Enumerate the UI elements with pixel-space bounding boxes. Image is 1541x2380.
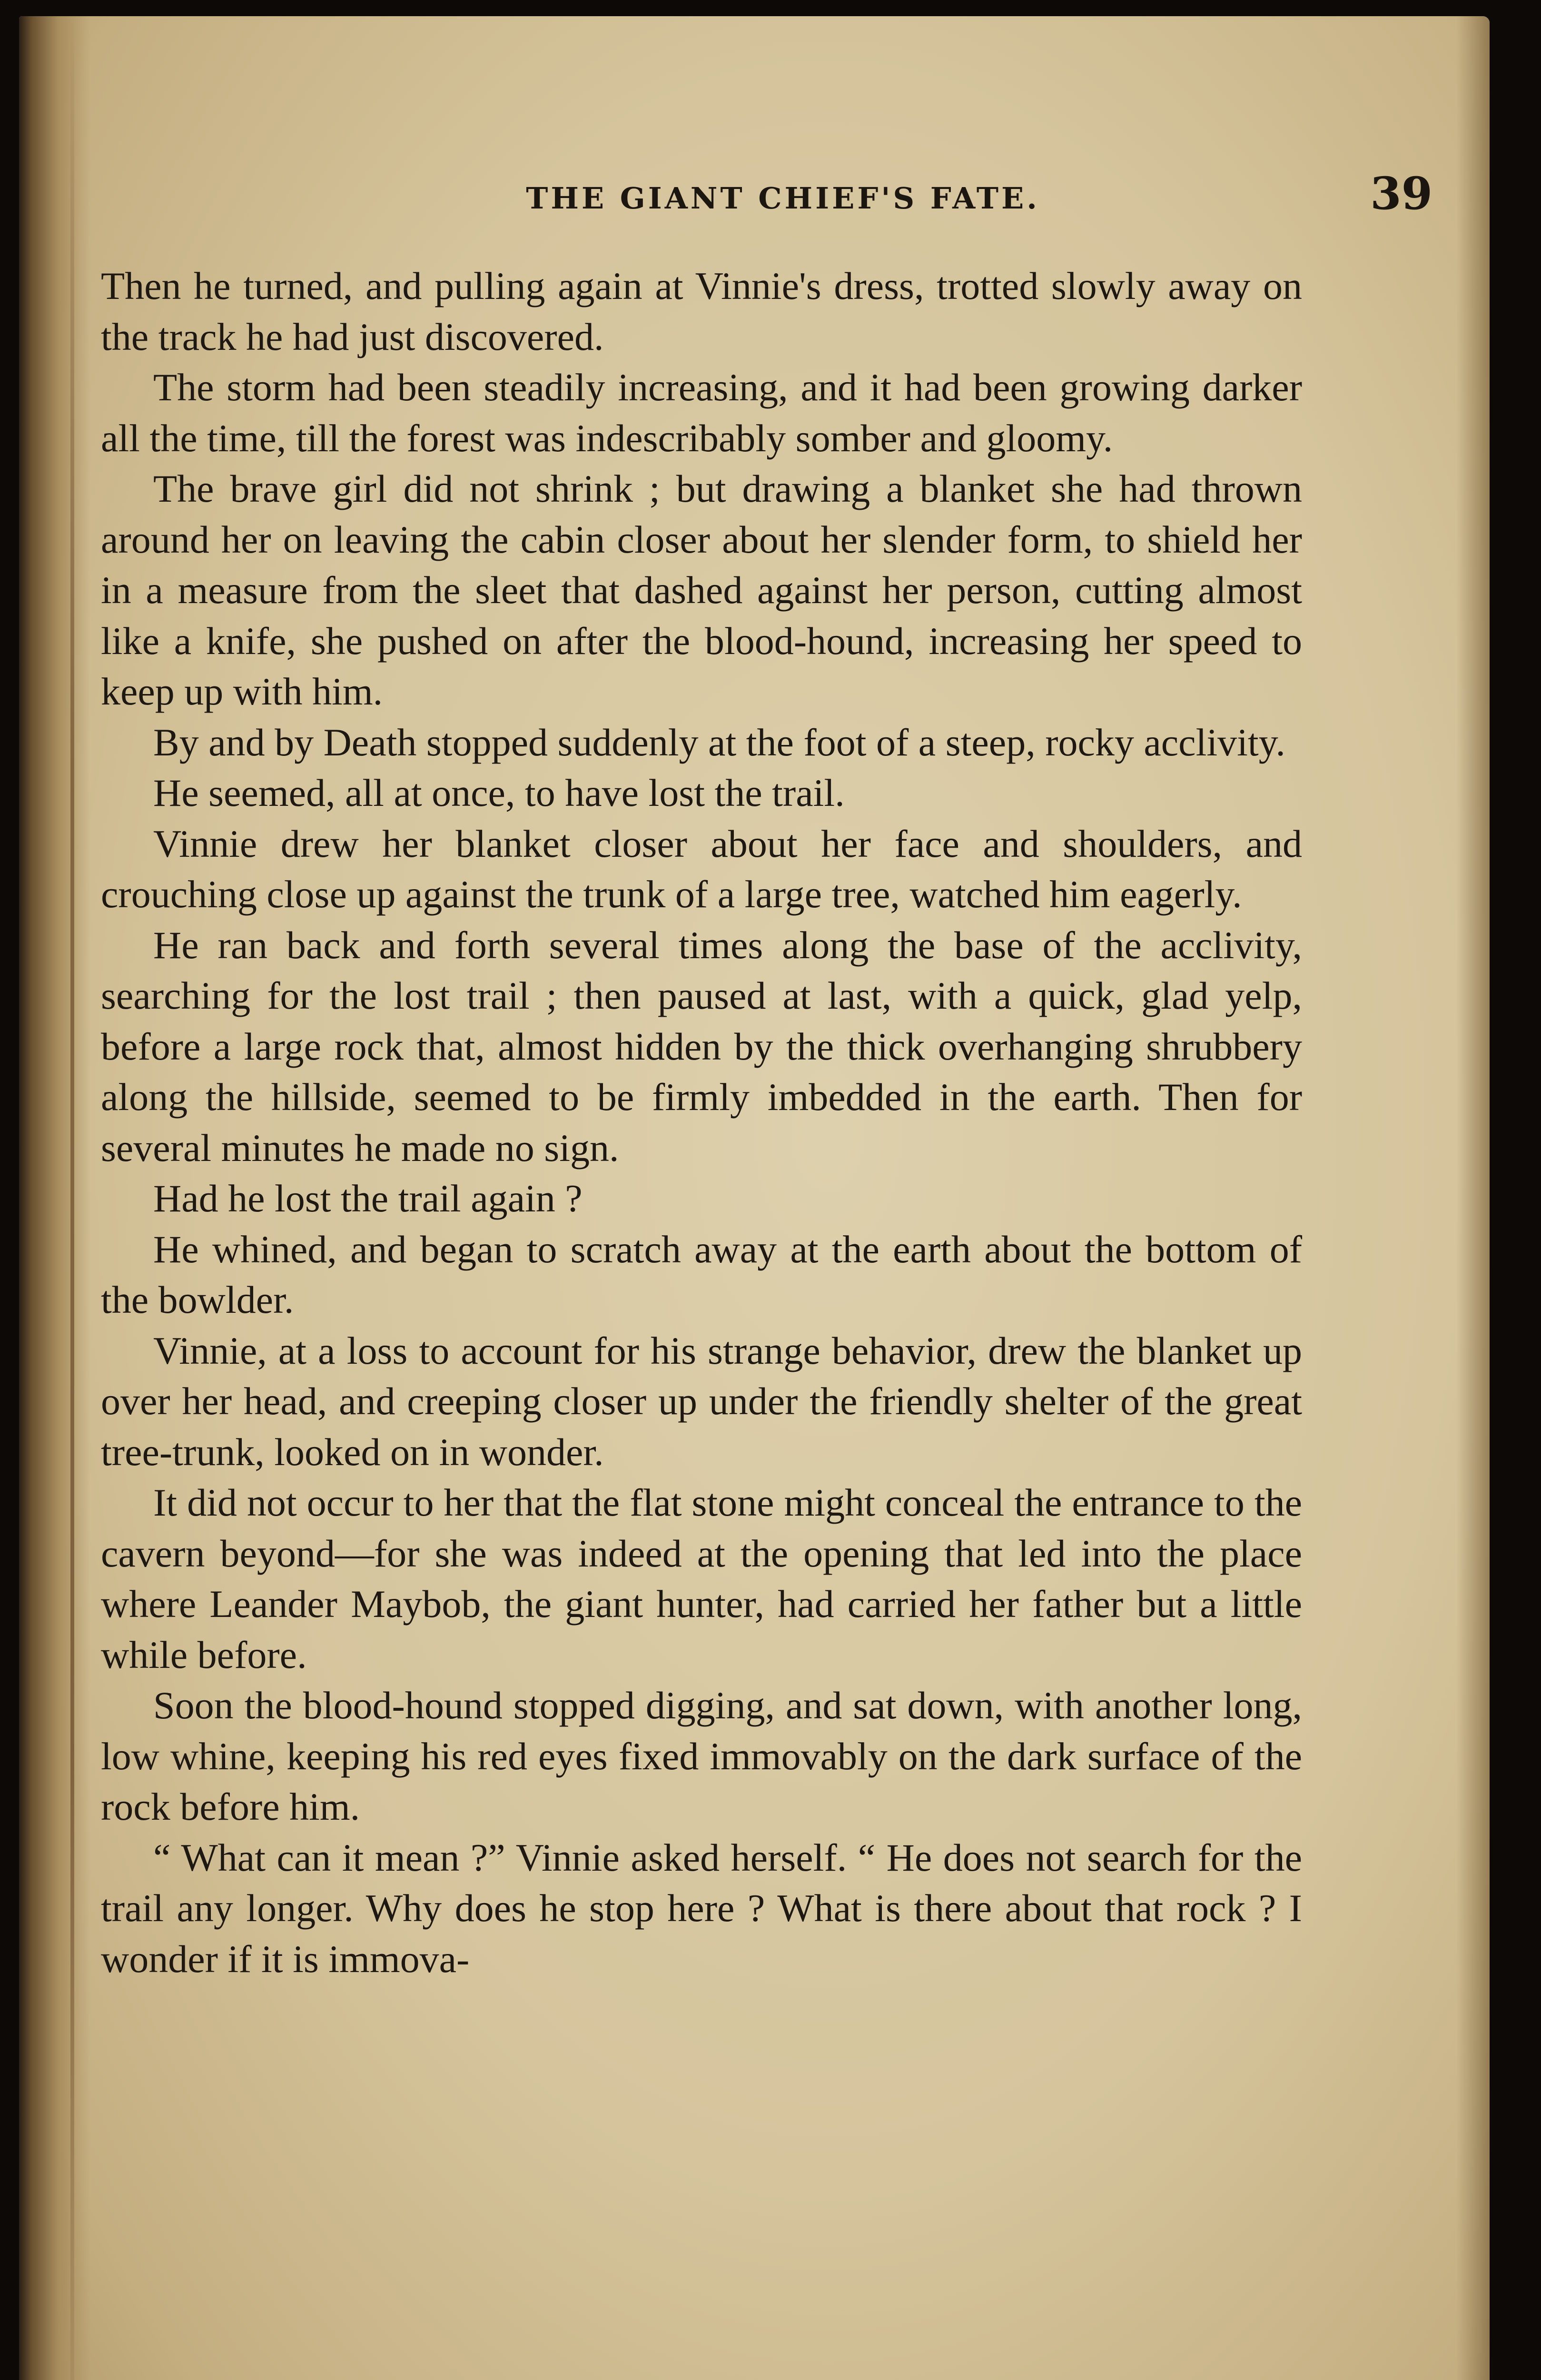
paragraph: The brave girl did not shrink ; but drawing a blanket she had thrown around her on leaving the cabin closer about her slender form, to shield her in a measure from the sleet that dashed against her person, cutting almost like a knife, she pushed on after the blood-hound, increasing her speed to keep up with him.	[101, 467, 1302, 713]
body-text	[101, 261, 1302, 1984]
paragraph: “ What can it mean ?” Vinnie asked herself. “ He does not search for the trail any longer. Why does he stop here ? What is there about that rock ? I wonder if it is immova-	[101, 1835, 1302, 1981]
paragraph: Vinnie, at a loss to account for his strange behavior, drew the blanket up over her head, and creeping closer up under the friendly shelter of the great tree-trunk, looked on in wonder.	[101, 1329, 1302, 1474]
book-page	[19, 16, 1490, 2380]
paragraph: Vinnie drew her blanket closer about her face and shoulders, and crouching close up against the trunk of a large tree, watched him eagerly.	[101, 822, 1302, 916]
spine-crease	[70, 16, 74, 2380]
paragraph: The storm had been steadily increasing, and it had been growing darker all the time, till the forest was indescribably somber and gloomy.	[101, 366, 1302, 460]
paragraph: He seemed, all at once, to have lost the trail.	[153, 771, 845, 814]
paragraph: Had he lost the trail again ?	[153, 1177, 583, 1220]
binding-gutter	[19, 16, 90, 2380]
page-edge-shadow	[1456, 16, 1490, 2380]
paragraph: He whined, and began to scratch away at the earth about the bottom of the bowlder.	[101, 1227, 1302, 1321]
paragraph: Then he turned, and pulling again at Vinnie's dress, trotted slowly away on the track he had just discovered.	[101, 264, 1302, 358]
page-number: 39	[1370, 168, 1432, 220]
page-header	[105, 168, 1432, 225]
paragraph: He ran back and forth several times along the base of the acclivity, searching for the lost trail ; then paused at last, with a quick, glad yelp, before a large rock that, almost hidden by the thick overhanging shrubbery along the hillside, seemed to be firmly imbedded in the earth. Then for several minutes he made no sign.	[101, 923, 1302, 1170]
paragraph: It did not occur to her that the flat stone might conceal the entrance to the cavern beyond—for she was indeed at the opening that led into the place where Leander Maybob, the giant hunter, had carried her father but a little while before.	[101, 1481, 1302, 1676]
paragraph: By and by Death stopped suddenly at the foot of a steep, rocky acclivity.	[153, 720, 1285, 764]
running-title: THE GIANT CHIEF'S FATE.	[526, 181, 1040, 216]
paragraph: Soon the blood-hound stopped digging, and sat down, with another long, low whine, keeping his red eyes fixed immovably on the dark surface of the rock before him.	[101, 1684, 1302, 1828]
